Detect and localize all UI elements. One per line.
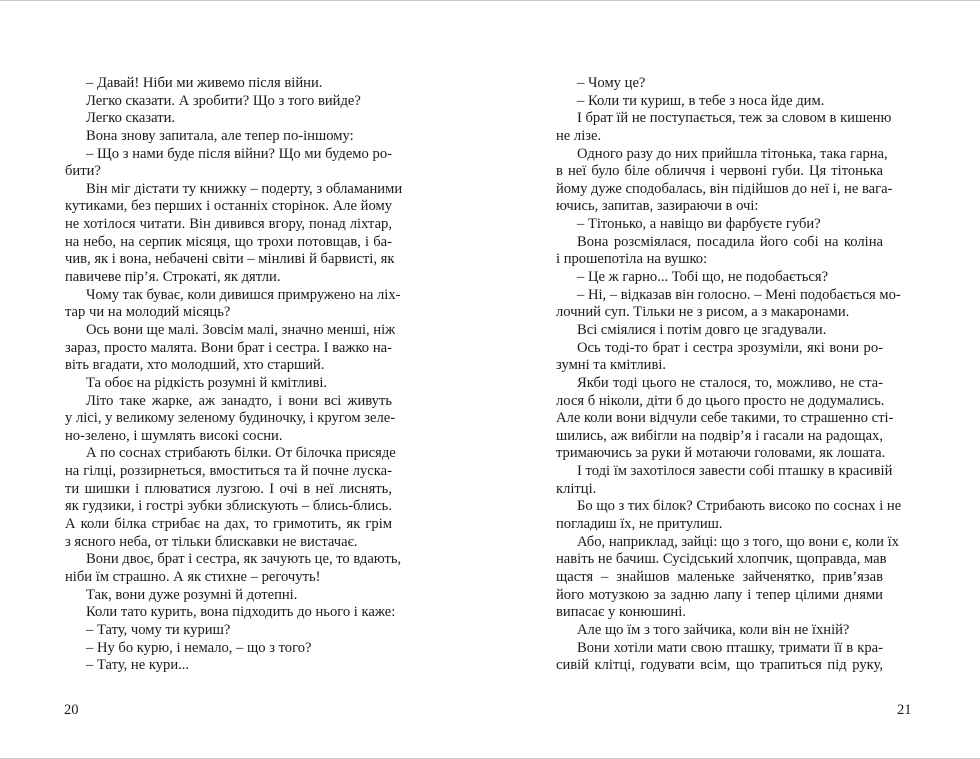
text-line: на гілці, роззирнеться, вмоститься та й почне луска- <box>65 463 392 480</box>
text-line: Та обоє на рідкість розумні й кмітливі. <box>86 374 328 391</box>
text-line: Легко сказати. А зробити? Що з того вийде? <box>86 92 361 109</box>
text-line: сивій клітці, годувати всім, що трапиться під руку, <box>556 657 883 674</box>
text-line: чив, як і вона, небачені світи – мінливі й барвисті, як <box>65 251 395 268</box>
text-line: віть вгадати, хто молодший, хто старший. <box>65 357 325 374</box>
text-line: лося б ніколи, діти б до цього просто не додумались. <box>556 392 885 409</box>
text-line: Але що їм з того зайчика, коли він не їхній? <box>577 621 850 638</box>
left-page-number: 20 <box>64 702 79 718</box>
text-line: кутиками, без перших і останніх сторінок. Але йому <box>65 198 392 215</box>
text-line: Він міг дістати ту книжку – подерту, з обламаними <box>86 180 403 197</box>
text-line: А коли білка стрибає на дах, то гримотить, як грім <box>65 516 392 533</box>
text-line: на небо, на серпик місяця, що трохи потовщав, і ба- <box>65 233 392 250</box>
text-line: – Давай! Ніби ми живемо після війни. <box>86 75 323 91</box>
text-line: шились, аж вибігли на подвір’я і гасали на радощах, <box>556 427 883 444</box>
text-line: Вони двоє, брат і сестра, як зачують це, то вдають, <box>86 551 402 568</box>
text-line: погладиш їх, не притулиш. <box>556 516 723 533</box>
text-line: у лісі, у великому зеленому будиночку, і кругом зеле- <box>65 410 396 427</box>
text-line: і прошепотіла на вушко: <box>556 251 708 268</box>
text-line: в неї було біле обличчя і червоні губи. Ця тітонька <box>556 163 883 180</box>
text-line: Чому так буває, коли дивишся примружено на ліх- <box>86 286 401 303</box>
text-line: ючись, запитав, зазираючи в очі: <box>556 198 759 215</box>
text-line: з ясного неба, от тільки блискавки не вистачає. <box>65 533 358 550</box>
text-line: ніби їм страшно. А як стихне – регочуть! <box>65 568 321 585</box>
text-line: павичеве пір’я. Строкаті, як дятли. <box>65 269 281 286</box>
text-line: клітці. <box>556 480 597 497</box>
text-line: – Чому це? <box>577 75 646 91</box>
text-line: лочний суп. Тільки не з рисом, а з макаронами. <box>556 304 850 321</box>
text-line: тримаючись за руки й мотаючи головами, як лошата. <box>556 445 886 462</box>
text-line: Якби тоді цього не сталося, то, можливо, не ста- <box>577 374 883 391</box>
text-line: йому дуже сподобалась, він підійшов до неї і, не вага- <box>556 180 893 197</box>
text-line: зумні та кмітливі. <box>556 357 667 374</box>
text-line: випасає у конюшині. <box>556 604 686 621</box>
text-line: Ось вони ще малі. Зовсім малі, значно менші, ніж <box>86 321 396 338</box>
text-line: навіть не бачиш. Сусідський хлопчик, щоправда, мав <box>556 551 887 568</box>
text-line: – Що з нами буде після війни? Що ми будемо ро- <box>86 145 392 162</box>
text-line: Або, наприклад, зайці: що з того, що вони є, коли їх <box>577 533 899 550</box>
text-line: його мотузкою за задню лапу і тепер цілими днями <box>556 586 883 603</box>
text-line: Літо таке жарке, аж занадто, і вони всі живуть <box>86 392 392 409</box>
text-line: бити? <box>65 163 101 180</box>
text-line: Одного разу до них прийшла тітонька, така гарна, <box>577 145 888 162</box>
text-line: тар чи на молодий місяць? <box>65 304 231 321</box>
text-line: – Це ж гарно... Тобі що, не подобається? <box>577 269 829 286</box>
text-line: – Тітонько, а навіщо ви фарбуєте губи? <box>577 216 821 233</box>
text-line: Вони хотіли мати свою пташку, тримати її в кра- <box>577 639 883 656</box>
text-line: но-зелено, і шумлять високі сосни. <box>65 427 283 444</box>
text-line: щастя – знайшов маленьке зайченятко, прив’язав <box>556 568 883 585</box>
left-page-text <box>65 75 403 675</box>
text-line: Вона розсміялася, посадила його собі на коліна <box>577 233 883 250</box>
text-line: Ось тоді-то брат і сестра зрозуміли, які вони ро- <box>577 339 883 356</box>
text-line: – Тату, не кури... <box>86 657 190 674</box>
text-line: – Тату, чому ти куриш? <box>86 621 231 638</box>
right-page-text <box>556 75 902 675</box>
text-line: І тоді їм захотілося завести собі пташку в красивій <box>577 463 893 480</box>
right-page-number: 21 <box>897 702 912 718</box>
text-line: Легко сказати. <box>86 110 176 127</box>
text-line: Бо що з тих білок? Стрибають високо по соснах і не <box>577 498 902 515</box>
text-line: не лізе. <box>556 127 602 144</box>
text-line: – Ні, – відказав він голосно. – Мені подобається мо- <box>577 286 901 303</box>
text-line: Так, вони дуже розумні й дотепні. <box>86 586 298 603</box>
text-line: Вона знову запитала, але тепер по-іншому: <box>86 127 354 144</box>
text-line: Але коли вони відчули себе такими, то страшенно сті- <box>556 410 894 427</box>
text-line: Коли тато курить, вона підходить до нього і каже: <box>86 604 396 621</box>
text-line: А по соснах стрибають білки. От білочка присяде <box>86 445 396 462</box>
text-line: – Ну бо курю, і немало, – що з того? <box>86 639 312 656</box>
text-line: І брат їй не поступається, теж за словом в кишеню <box>577 110 892 127</box>
text-line: не хотілося читати. Він дивився вгору, понад ліхтар, <box>65 216 392 233</box>
text-line: ти шишки і плюватися лузгою. І очі в неї лиснять, <box>65 480 392 497</box>
text-line: Всі сміялися і потім довго це згадували. <box>577 321 827 338</box>
text-line: – Коли ти куриш, в тебе з носа йде дим. <box>577 92 825 109</box>
text-line: зараз, просто малята. Вони брат і сестра. І важко на- <box>65 339 392 356</box>
text-line: як гудзики, і гострі зубки зблискують – блись-блись. <box>65 498 392 515</box>
